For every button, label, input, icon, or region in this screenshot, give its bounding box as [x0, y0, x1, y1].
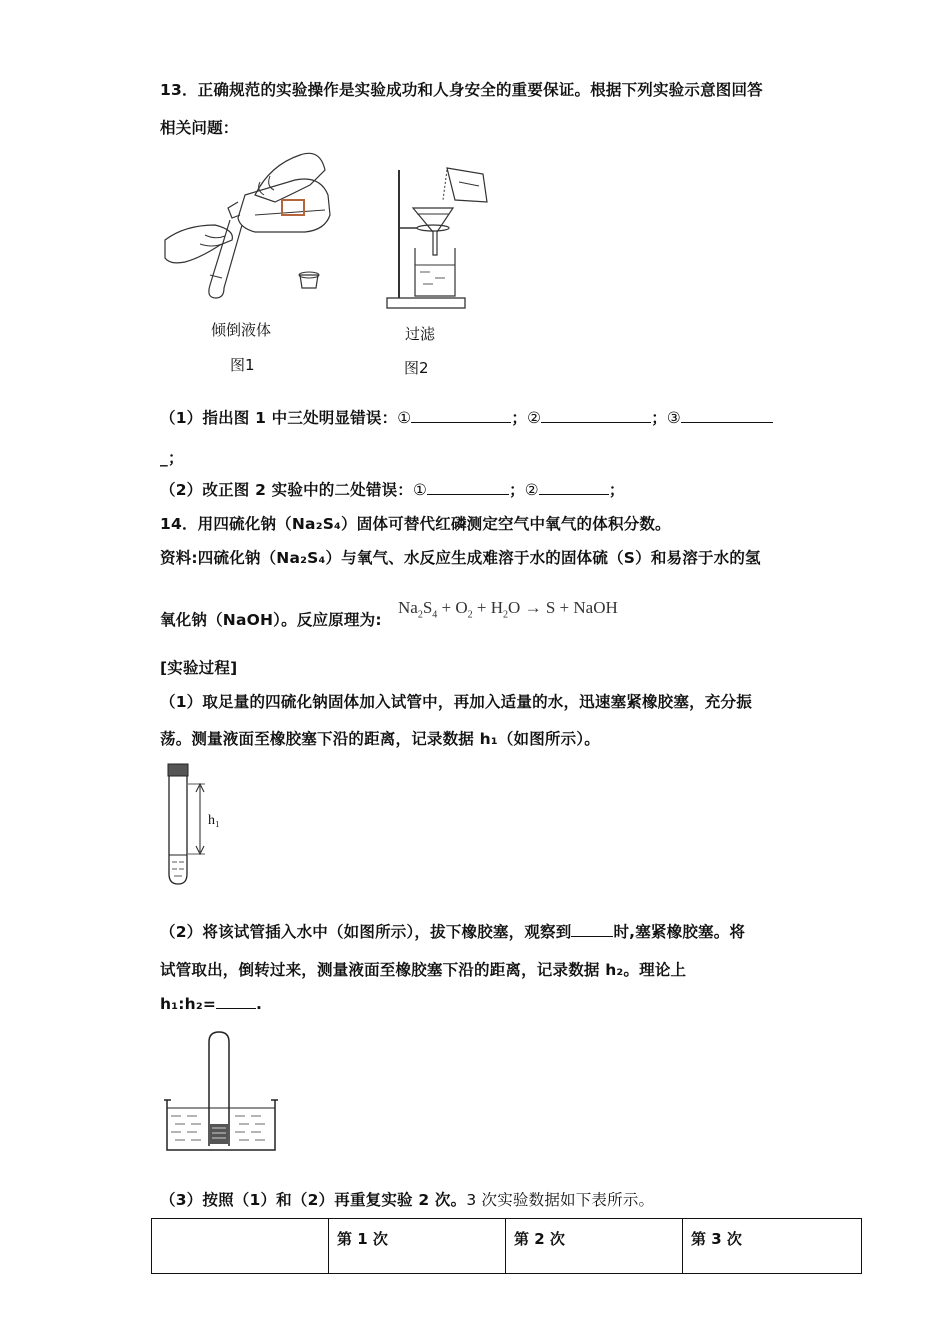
data-table — [151, 1218, 862, 1274]
fig1-caption: 倾倒液体 — [211, 321, 272, 339]
sep-1: ； — [511, 409, 528, 427]
step1-line2: 荡。测量液面至橡胶塞下沿的距离，记录数据 h₁（如图所示）。 — [160, 730, 600, 748]
table-header-empty — [152, 1219, 329, 1274]
step2-line3-b: . — [256, 995, 263, 1013]
step3 — [160, 1188, 654, 1210]
step1-line1: （1）取足量的四硫化钠固体加入试管中，再加入适量的水，迅速塞紧橡胶塞，充分振 — [160, 693, 752, 711]
test-tube-h1-figure — [160, 762, 235, 888]
fig2-caption: 过滤 — [405, 325, 436, 343]
f-s: S — [422, 598, 433, 617]
answer-blank-2[interactable] — [541, 408, 651, 423]
step2-line1-b: 时,塞紧橡胶塞。将 — [613, 923, 746, 941]
fig2-label: 图2 — [404, 359, 429, 377]
q13-sub1-tail: _； — [160, 449, 184, 467]
sep-2: ； — [651, 409, 667, 427]
inverted-tube-in-water-figure — [163, 1028, 283, 1154]
step2-line1 — [160, 920, 745, 942]
circle-2: ② — [527, 409, 542, 427]
f-h: + H — [472, 598, 504, 617]
sep-3: ； — [509, 481, 525, 499]
fig1-label: 图1 — [230, 356, 255, 374]
answer-blank-3[interactable] — [681, 408, 773, 423]
sub2-end: ； — [608, 481, 625, 499]
answer-blank-7[interactable] — [216, 994, 256, 1009]
q13-line2: 相关问题： — [160, 119, 239, 137]
q13-sub1-prefix: （1）指出图 1 中三处明显错误： — [160, 409, 398, 427]
q13-sub2-prefix: （2）改正图 2 实验中的二处错误： — [160, 481, 413, 499]
f-o-sub: 2 — [467, 609, 473, 621]
circle-3: ③ — [666, 409, 681, 427]
table-header-1: 第 1 次 — [329, 1219, 506, 1274]
circle-1: ① — [397, 409, 412, 427]
q14-line1: 14．用四硫化钠（Na₂S₄）固体可替代红磷测定空气中氧气的体积分数。 — [160, 515, 671, 533]
step3-b: 3 次实验数据如下表所示。 — [466, 1191, 655, 1209]
process-title: [实验过程] — [160, 659, 238, 677]
f-rest: O → S + NaOH — [508, 598, 618, 617]
h1-label: h₁ — [208, 813, 220, 828]
answer-blank-5[interactable] — [539, 480, 609, 495]
step2-line2: 试管取出，倒转过来，测量液面至橡胶塞下沿的距离，记录数据 h₂。理论上 — [160, 961, 687, 979]
table-header-3: 第 3 次 — [683, 1219, 862, 1274]
table-header-2: 第 2 次 — [506, 1219, 683, 1274]
pouring-liquid-figure — [160, 140, 360, 305]
circle-1b: ① — [412, 481, 428, 499]
f-na: Na — [398, 598, 418, 617]
step2-line1-a: （2）将该试管插入水中（如图所示），拔下橡胶塞，观察到 — [160, 923, 572, 941]
f-na-sub: 2 — [417, 609, 423, 621]
step2-line3 — [160, 994, 262, 1013]
f-h-sub: 2 — [503, 609, 509, 621]
q13-sub2 — [160, 478, 625, 500]
step3-a: （3）按照（1）和（2）再重复实验 2 次。 — [160, 1191, 467, 1209]
q14-info: 资料:四硫化钠（Na₂S₄）与氧气、水反应生成难溶于水的固体硫（S）和易溶于水的氢 — [160, 549, 761, 567]
q13-sub1 — [160, 406, 773, 428]
filtration-figure — [385, 160, 495, 312]
answer-blank-4[interactable] — [427, 480, 509, 495]
f-o: + O — [437, 598, 468, 617]
q14-info2: 氧化钠（NaOH）。反应原理为: — [160, 611, 382, 629]
table-row — [152, 1219, 862, 1274]
reaction-formula — [398, 598, 618, 620]
answer-blank-6[interactable] — [571, 922, 613, 937]
step2-line3-a: h₁:h₂= — [160, 995, 217, 1013]
answer-blank-1[interactable] — [411, 408, 511, 423]
circle-2b: ② — [524, 481, 539, 499]
q13-line1: 13．正确规范的实验操作是实验成功和人身安全的重要保证。根据下列实验示意图回答 — [160, 81, 763, 99]
f-s-sub: 4 — [432, 609, 438, 621]
